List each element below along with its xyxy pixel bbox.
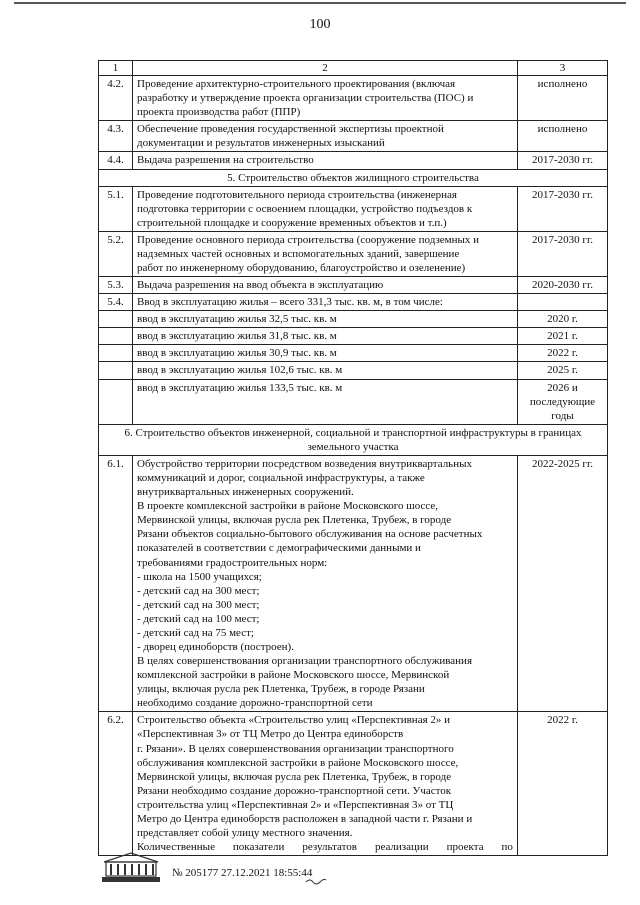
word: реализации xyxy=(374,841,429,854)
sub-row-description: ввод в эксплуатацию жилья 32,5 тыс. кв. м xyxy=(133,311,518,328)
text-line: - дворец единоборств (построен). xyxy=(137,640,294,653)
word: Количественные xyxy=(137,841,215,854)
row-number: 4.4. xyxy=(99,152,133,169)
text-line: коммуникаций и дорог, социальной инфраструктуры, а также xyxy=(137,472,425,485)
text-line: В целях совершенствования организации транспортного обслуживания xyxy=(137,655,473,668)
text-line: 2026 и xyxy=(547,381,578,394)
text-line: г. Рязани». В целях совершенствования организации транспортного xyxy=(137,742,454,755)
column-header-3: 3 xyxy=(518,61,608,76)
row-period: 2022-2025 гг. xyxy=(518,455,608,711)
text-line: строительной площадке и сооружение временных объектов и т.п.) xyxy=(137,216,447,229)
text-line: комплексной застройки в районе Московского шоссе, Мервинской xyxy=(137,669,450,682)
table-row xyxy=(99,76,608,121)
row-number: 5.2. xyxy=(99,231,133,276)
schedule-table xyxy=(98,60,608,856)
table-row xyxy=(99,121,608,152)
row-period: 2017-2030 гг. xyxy=(518,231,608,276)
row-period: исполнено xyxy=(518,76,608,121)
text-line: - детский сад на 300 мест; xyxy=(137,584,260,597)
sub-row-description: ввод в эксплуатацию жилья 133,5 тыс. кв. м xyxy=(133,379,518,424)
text-line: Мервинской улицы, включая русла рек Плетенка, Трубеж, в городе xyxy=(137,770,452,783)
section-title-6 xyxy=(99,424,608,455)
sub-row-period xyxy=(518,379,608,424)
text-line: годы xyxy=(551,409,574,422)
text-line: документации и результатов инженерных изысканий xyxy=(137,137,385,150)
word: по xyxy=(501,841,513,854)
top-border-line xyxy=(14,2,626,4)
text-line: строительства улиц «Перспективная 2» и «Перспективная 3» от ТЦ xyxy=(137,798,454,811)
text-line: улицы, включая русла рек Плетенка, Трубеж, в городе Рязани xyxy=(137,683,425,696)
table-row xyxy=(99,186,608,231)
column-header-2: 2 xyxy=(133,61,518,76)
row-description xyxy=(133,186,518,231)
text-line: Мервинской улицы, включая русла рек Плетенка, Трубеж, в городе xyxy=(137,514,452,527)
sub-row-period: 2020 г. xyxy=(518,311,608,328)
row-description xyxy=(133,121,518,152)
word: проекта xyxy=(446,841,484,854)
row-period: 2020-2030 гг. xyxy=(518,277,608,294)
empty-number-cell xyxy=(99,362,133,379)
text-line: Метро до Центра единоборств расположен в западной части г. Рязани и xyxy=(137,812,473,825)
section-title-5: 5. Строительство объектов жилищного строительства xyxy=(99,169,608,186)
text-line: последующие xyxy=(529,395,596,408)
signature-mark-icon xyxy=(305,877,327,885)
row-description xyxy=(133,712,518,856)
row-period: 2017-2030 гг. xyxy=(518,186,608,231)
text-line: «Перспективная 3» от ТЦ Метро до Центра единоборств xyxy=(137,728,404,741)
text-line: - детский сад на 100 мест; xyxy=(137,612,260,625)
sub-row-period: 2025 г. xyxy=(518,362,608,379)
text-line: - детский сад на 75 мест; xyxy=(137,626,254,639)
sub-row-period: 2022 г. xyxy=(518,345,608,362)
sub-row-description: ввод в эксплуатацию жилья 31,8 тыс. кв. м xyxy=(133,328,518,345)
sub-row xyxy=(99,362,608,379)
word: показатели xyxy=(232,841,285,854)
table-row xyxy=(99,152,608,169)
text-line: Выдача разрешения на строительство xyxy=(137,154,314,167)
text-line: Строительство объекта «Строительство улиц «Перспективная 2» и xyxy=(137,714,451,727)
text-line: представляет собой улицу местного значения. xyxy=(137,826,353,839)
text-line: проекта производства работ (ППР) xyxy=(137,106,301,119)
empty-number-cell xyxy=(99,379,133,424)
text-line: 6. Строительство объектов инженерной, социальной и транспортной инфраструктуры в границах xyxy=(124,426,582,439)
text-line: земельного участка xyxy=(307,440,399,453)
text-line: Проведение основного периода строительства (сооружение подземных и xyxy=(137,233,480,246)
text-line: Проведение подготовительного периода строительства (инженерная xyxy=(137,188,457,201)
text-line: Обустройство территории посредством возведения внутриквартальных xyxy=(137,457,472,470)
row-period: 2022 г. xyxy=(518,712,608,856)
text-line: Ввод в эксплуатацию жилья – всего 331,3 тыс. кв. м, в том числе: xyxy=(137,296,443,309)
text-line: показателей в соответствии с демографическими данными и xyxy=(137,542,421,555)
sub-row-period: 2021 г. xyxy=(518,328,608,345)
text-line: Рязани объектов социально-бытового обслуживания на основе расчетных xyxy=(137,528,483,541)
row-period: 2017-2030 гг. xyxy=(518,152,608,169)
text-line: надземных частей основных и вспомогательных зданий, завершение xyxy=(137,247,460,260)
table-row xyxy=(99,294,608,311)
text-line: Обеспечение проведения государственной экспертизы проектной xyxy=(137,123,444,136)
empty-number-cell xyxy=(99,328,133,345)
text-line: обслуживания комплексной застройки в районе Московского шоссе, xyxy=(137,756,459,769)
document-footer xyxy=(100,850,620,890)
text-line: подготовка территории с освоением площадки, устройство подъездов к xyxy=(137,202,473,215)
column-header-1: 1 xyxy=(99,61,133,76)
table-row xyxy=(99,231,608,276)
text-line: - школа на 1500 учащихся; xyxy=(137,570,262,583)
row-period xyxy=(518,294,608,311)
section-row xyxy=(99,424,608,455)
row-period: исполнено xyxy=(518,121,608,152)
section-row xyxy=(99,169,608,186)
sub-row-description: ввод в эксплуатацию жилья 30,9 тыс. кв. м xyxy=(133,345,518,362)
table-row xyxy=(99,277,608,294)
empty-number-cell xyxy=(99,311,133,328)
row-number: 5.3. xyxy=(99,277,133,294)
row-description xyxy=(133,455,518,711)
row-number: 5.4. xyxy=(99,294,133,311)
sub-row xyxy=(99,328,608,345)
text-line: Выдача разрешения на ввод объекта в эксплуатацию xyxy=(137,279,384,292)
text-line: требованиями градостроительных норм: xyxy=(137,556,328,569)
row-description xyxy=(133,231,518,276)
word: результатов xyxy=(302,841,357,854)
text-line: - детский сад на 300 мест; xyxy=(137,598,260,611)
table-row xyxy=(99,455,608,711)
table-header-row xyxy=(99,61,608,76)
page-number: 100 xyxy=(309,17,331,32)
sub-row xyxy=(99,379,608,424)
sub-row-description: ввод в эксплуатацию жилья 102,6 тыс. кв. м xyxy=(133,362,518,379)
text-line: необходимо создание дорожно-транспортной сети xyxy=(137,697,373,710)
row-number: 4.2. xyxy=(99,76,133,121)
institution-building-icon xyxy=(100,850,162,884)
sub-row xyxy=(99,311,608,328)
text-line: работ по инженерному оборудованию, благоустройство и озеленение) xyxy=(137,262,466,275)
row-number: 5.1. xyxy=(99,186,133,231)
row-description xyxy=(133,76,518,121)
text-line: Рязани необходимо создание дорожно-транспортной сети. Участок xyxy=(137,784,452,797)
row-description xyxy=(133,152,518,169)
row-description xyxy=(133,277,518,294)
text-line: разработку и утверждение проекта организации строительства (ПОС) и xyxy=(137,92,474,105)
sub-row xyxy=(99,345,608,362)
table-row xyxy=(99,712,608,856)
text-line: Проведение архитектурно-строительного проектирования (включая xyxy=(137,78,456,91)
text-line: внутриквартальных инженерных сооружений. xyxy=(137,486,354,499)
empty-number-cell xyxy=(99,345,133,362)
row-number: 6.2. xyxy=(99,712,133,856)
text-line: В проекте комплексной застройки в районе Московского шоссе, xyxy=(137,500,439,513)
row-description xyxy=(133,294,518,311)
row-number: 6.1. xyxy=(99,455,133,711)
registration-number: № 205177 27.12.2021 18:55:44 xyxy=(172,867,313,879)
row-number: 4.3. xyxy=(99,121,133,152)
